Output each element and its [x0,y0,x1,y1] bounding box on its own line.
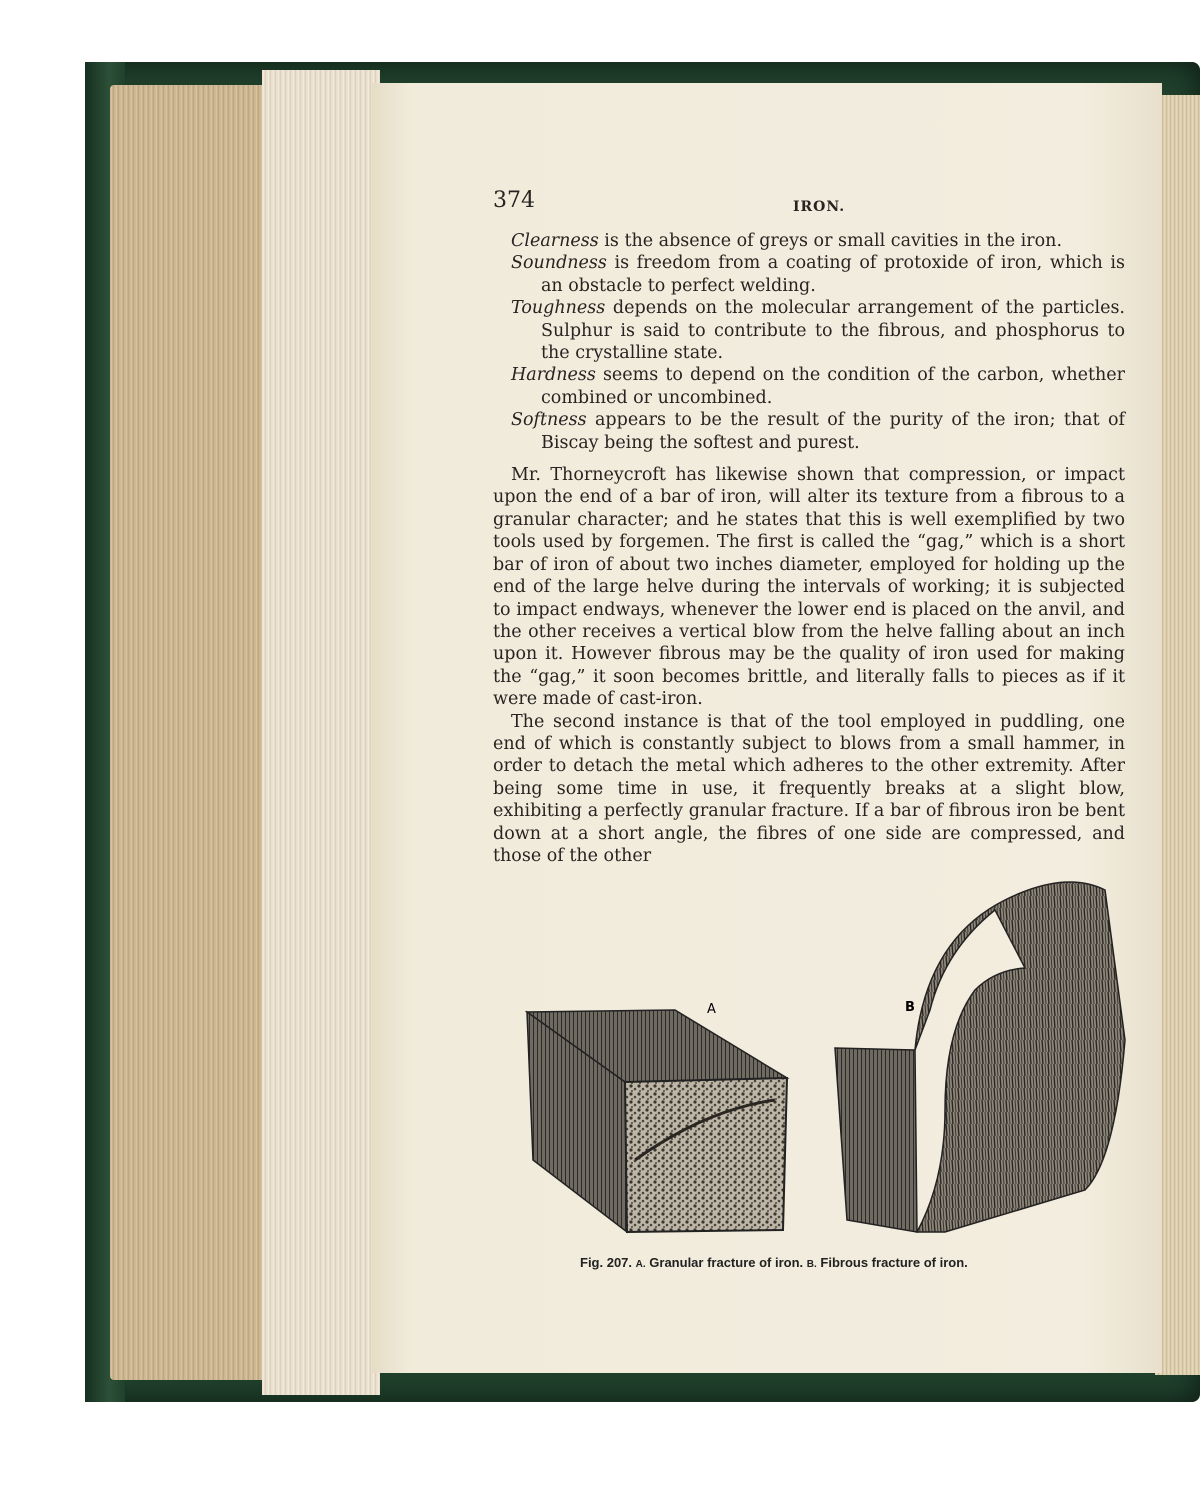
fracture-b-fibrous [835,882,1125,1232]
caption-key-b: B. [806,1259,817,1270]
figure-207 [525,860,1135,1240]
running-head: IRON. [793,199,846,215]
definition-clearness [511,230,1125,252]
definition-soundness [511,252,1125,297]
definition-hardness [511,364,1125,409]
definition-term: Clearness [511,231,599,251]
caption-text-b: Fibrous fracture of iron. [820,1255,968,1270]
caption-key-a: A. [635,1259,646,1270]
definition-softness [511,409,1125,454]
figure-label-a: A [707,1002,716,1017]
fracture-a-granular [527,1010,787,1232]
definition-text: depends on the molecular arrangement of the particles. Sulphur is said to contribute to the fibrous, and phosphorus to the crystalline state. [541,298,1125,364]
definition-term: Hardness [511,365,596,386]
page-number: 374 [493,188,535,213]
definition-term: Softness [511,410,587,431]
definition-term: Toughness [511,298,606,319]
paragraph-thorneycroft: Mr. Thorneycroft has likewise shown that compression, or impact upon the end of a bar of iron, will alter its texture from a fibrous to a granular character; and he states that this is well exemplified by two tools used by forgemen. The first is called the “gag,” which is a short bar of iron of about two inches diameter, employed for holding up the end of the large helve during the intervals of working; it is subjected to impact endways, whenever the lower end is placed on the anvil, and the other receives a vertical blow from the helve falling about an inch upon it. However fibrous may be the quality of iron used for making the “gag,” it soon becomes brittle, and literally falls to pieces as if it were made of cast-iron. [493,465,1125,710]
page-stack [262,70,380,1395]
caption-figure-number: Fig. 207. [580,1255,633,1270]
definition-text: seems to depend on the condition of the carbon, whether combined or uncombined. [541,365,1125,408]
definition-text: is freedom from a coating of protoxide of iron, which is an obstacle to perfect welding. [541,253,1125,296]
page-text [493,190,1125,867]
figure-label-b: B [905,1000,915,1015]
definition-text: appears to be the result of the purity of the iron; that of Biscay being the softest and purest. [541,410,1125,453]
definition-term: Soundness [511,253,607,274]
definition-toughness [511,297,1125,364]
definition-text: is the absence of greys or small cavities in the iron. [598,231,1063,251]
fracture-illustration [525,860,1135,1240]
paragraph-second-instance: The second instance is that of the tool employed in puddling, one end of which is constantly subject to blows from a small hammer, in order to detach the metal which adheres to the other extremity. After being some time in use, it frequently breaks at a slight blow, exhibiting a perfectly granular fracture. If a bar of fibrous iron be bent down at a short angle, the fibres of one side are compressed, and those of the other [493,711,1125,866]
figure-caption [580,1255,1060,1270]
caption-text-a: Granular fracture of iron. [649,1255,804,1270]
page-header [493,190,1125,230]
